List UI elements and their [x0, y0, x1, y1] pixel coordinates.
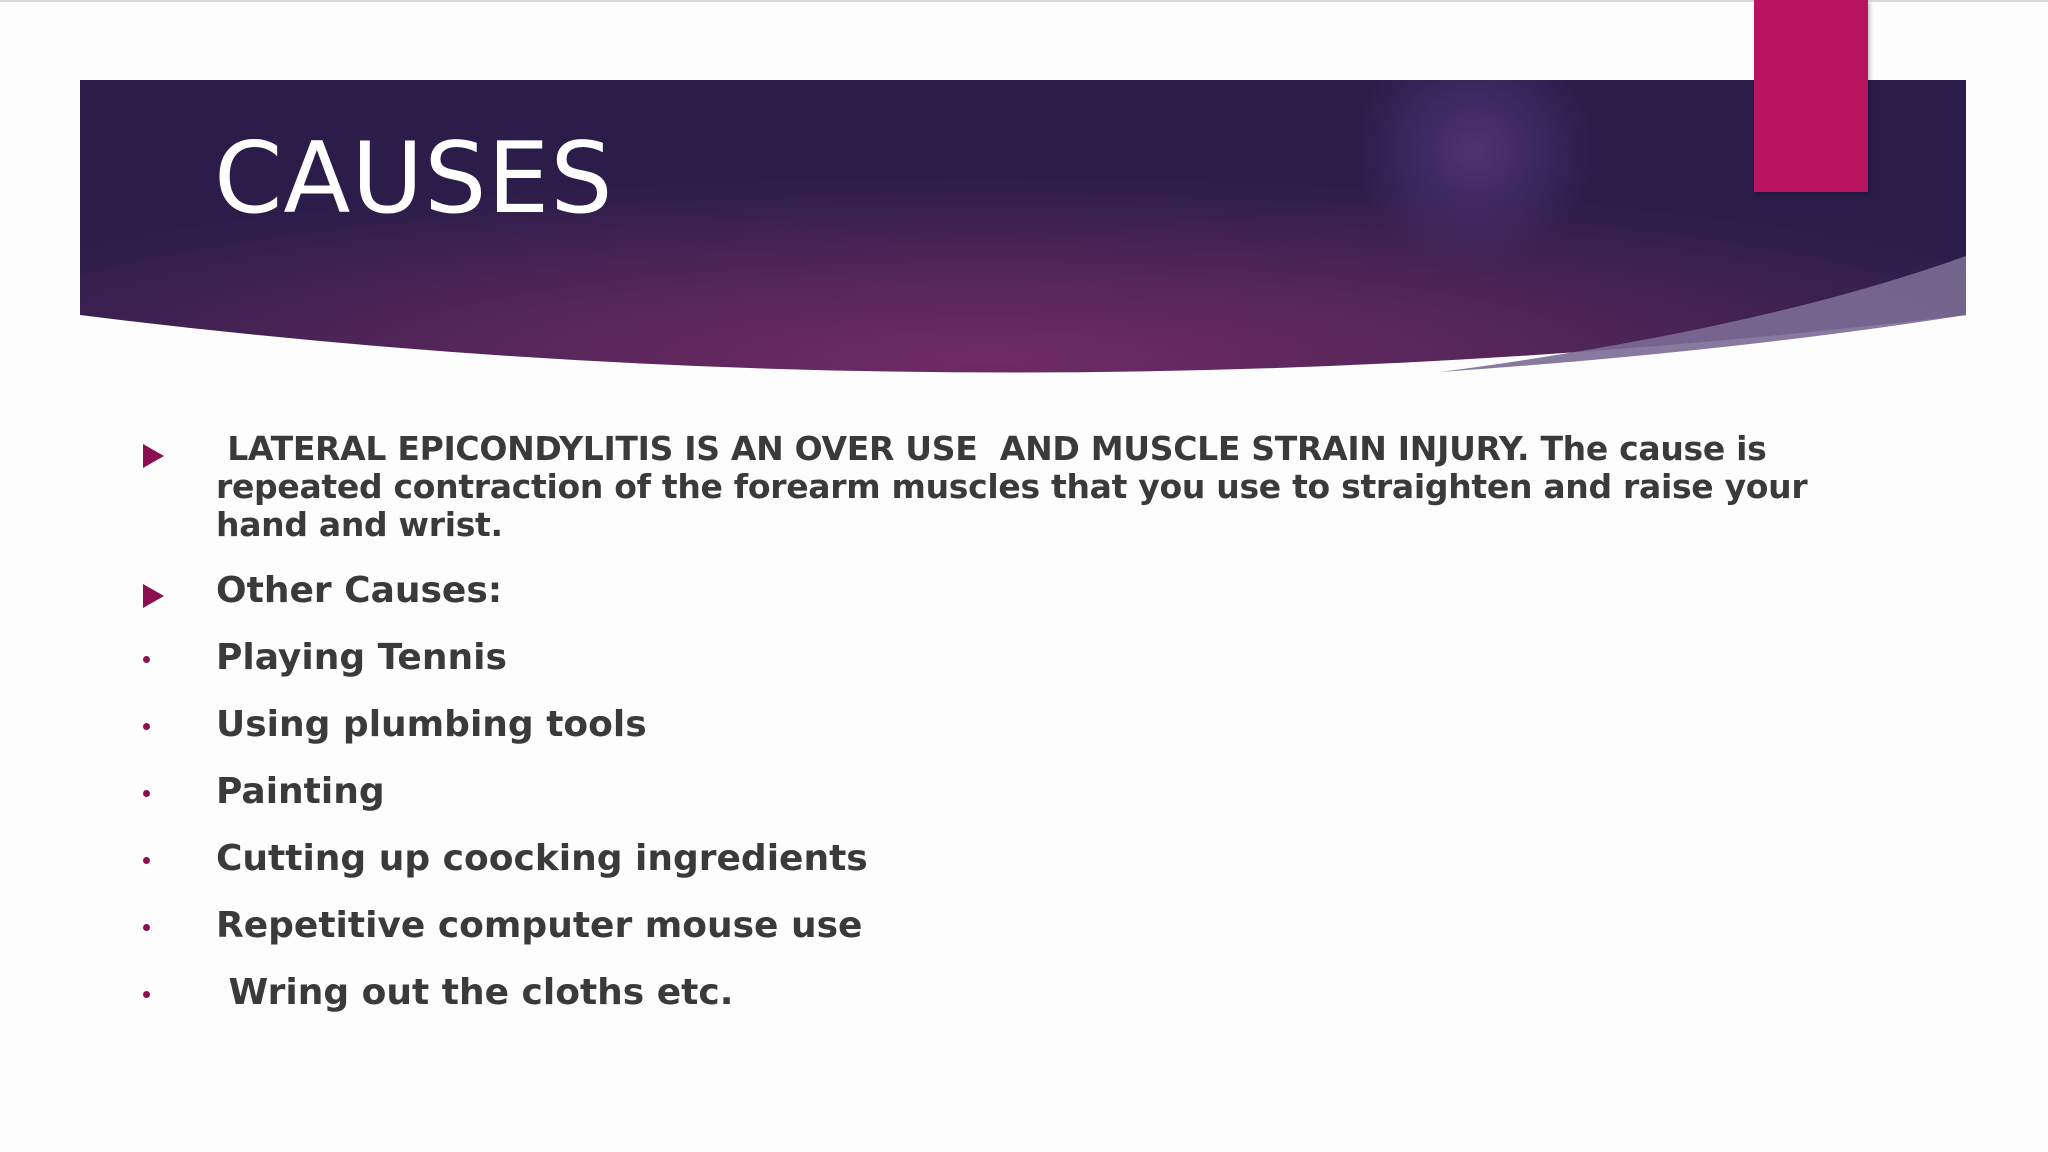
bullet-text: Using plumbing tools [216, 704, 647, 745]
dot-bullet-icon [143, 723, 150, 730]
bullet-text: Painting [216, 771, 385, 812]
dot-bullet-icon [143, 991, 150, 998]
bullet-list [0, 430, 2048, 1039]
sub-bullet-item [0, 905, 1856, 947]
bullet-item [0, 570, 1856, 612]
sub-bullet-item [0, 704, 1856, 746]
bullet-text: Playing Tennis [216, 637, 507, 678]
bullet-text: Repetitive computer mouse use [216, 905, 863, 946]
sub-bullet-item [0, 637, 1856, 679]
sub-bullet-item [0, 838, 1856, 880]
dot-bullet-icon [143, 656, 150, 663]
bullet-text: Wring out the cloths etc. [216, 972, 734, 1013]
dot-bullet-icon [143, 790, 150, 797]
dot-bullet-icon [143, 924, 150, 931]
slide-title: CAUSES [214, 122, 614, 236]
bullet-item [0, 430, 1856, 544]
bullet-text: Other Causes: [216, 570, 503, 611]
accent-tab [1754, 0, 1868, 192]
triangle-bullet-icon [143, 444, 164, 468]
sub-bullet-item [0, 771, 1856, 813]
triangle-bullet-icon [143, 584, 164, 608]
sub-bullet-item [0, 972, 1856, 1014]
bullet-text: LATERAL EPICONDYLITIS IS AN OVER USE AND MUSCLE STRAIN INJURY. The cause is repeated contraction of the forearm muscles that you use to straighten and raise your hand and wrist. [216, 429, 1819, 544]
bullet-text: Cutting up coocking ingredients [216, 838, 868, 879]
dot-bullet-icon [143, 857, 150, 864]
